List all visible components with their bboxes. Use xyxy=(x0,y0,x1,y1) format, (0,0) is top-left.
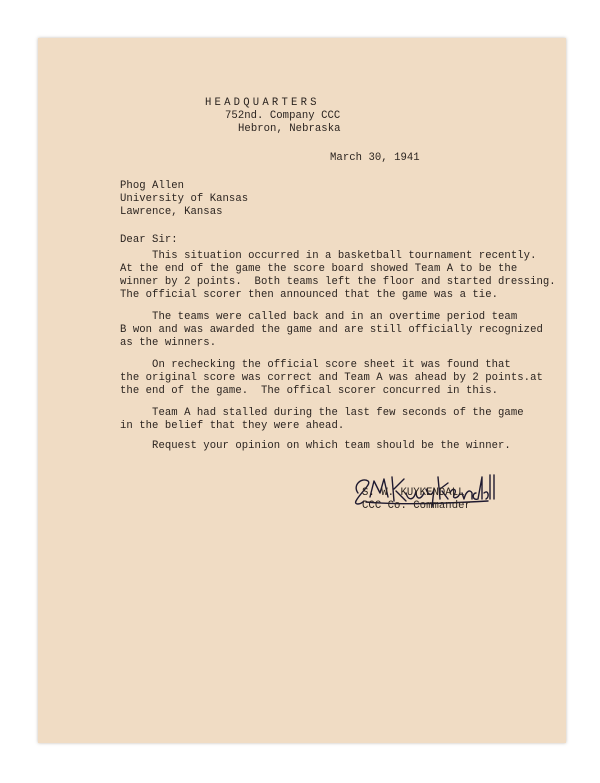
body-line: This situation occurred in a basketball tournament recently. xyxy=(120,250,537,262)
body-line: B won and was awarded the game and are still officially recognized xyxy=(120,324,543,336)
letterhead-location: Hebron, Nebraska xyxy=(238,123,341,135)
body-line: winner by 2 points. Both teams left the floor and started dressing. xyxy=(120,276,556,288)
body-line: Team A had stalled during the last few seconds of the game xyxy=(120,407,524,419)
body-line: At the end of the game the score board showed Team A to be the xyxy=(120,263,518,275)
letterhead-company: 752nd. Company CCC xyxy=(225,110,341,122)
body-line: The official scorer then announced that the game was a tie. xyxy=(120,289,499,301)
body-line: the original score was correct and Team A was ahead by 2 points.at xyxy=(120,372,543,384)
typed-name: S. W. KUYKENDALL xyxy=(362,487,465,499)
salutation: Dear Sir: xyxy=(120,234,178,246)
recipient-institution: University of Kansas xyxy=(120,193,249,205)
body-line: Request your opinion on which team should be the winner. xyxy=(120,440,511,452)
recipient-name: Phog Allen xyxy=(120,180,185,192)
letterhead-title: HEADQUARTERS xyxy=(205,97,320,109)
body-line: in the belief that they were ahead. xyxy=(120,420,345,432)
body-line: The teams were called back and in an overtime period team xyxy=(120,311,518,323)
body-line: the end of the game. The offical scorer concurred in this. xyxy=(120,385,499,397)
recipient-city: Lawrence, Kansas xyxy=(120,206,223,218)
body-line: On rechecking the official score sheet it was found that xyxy=(120,359,511,371)
signer-title: CCC Co. Commander xyxy=(362,500,471,512)
body-line: as the winners. xyxy=(120,337,217,349)
letter-date: March 30, 1941 xyxy=(330,152,420,164)
